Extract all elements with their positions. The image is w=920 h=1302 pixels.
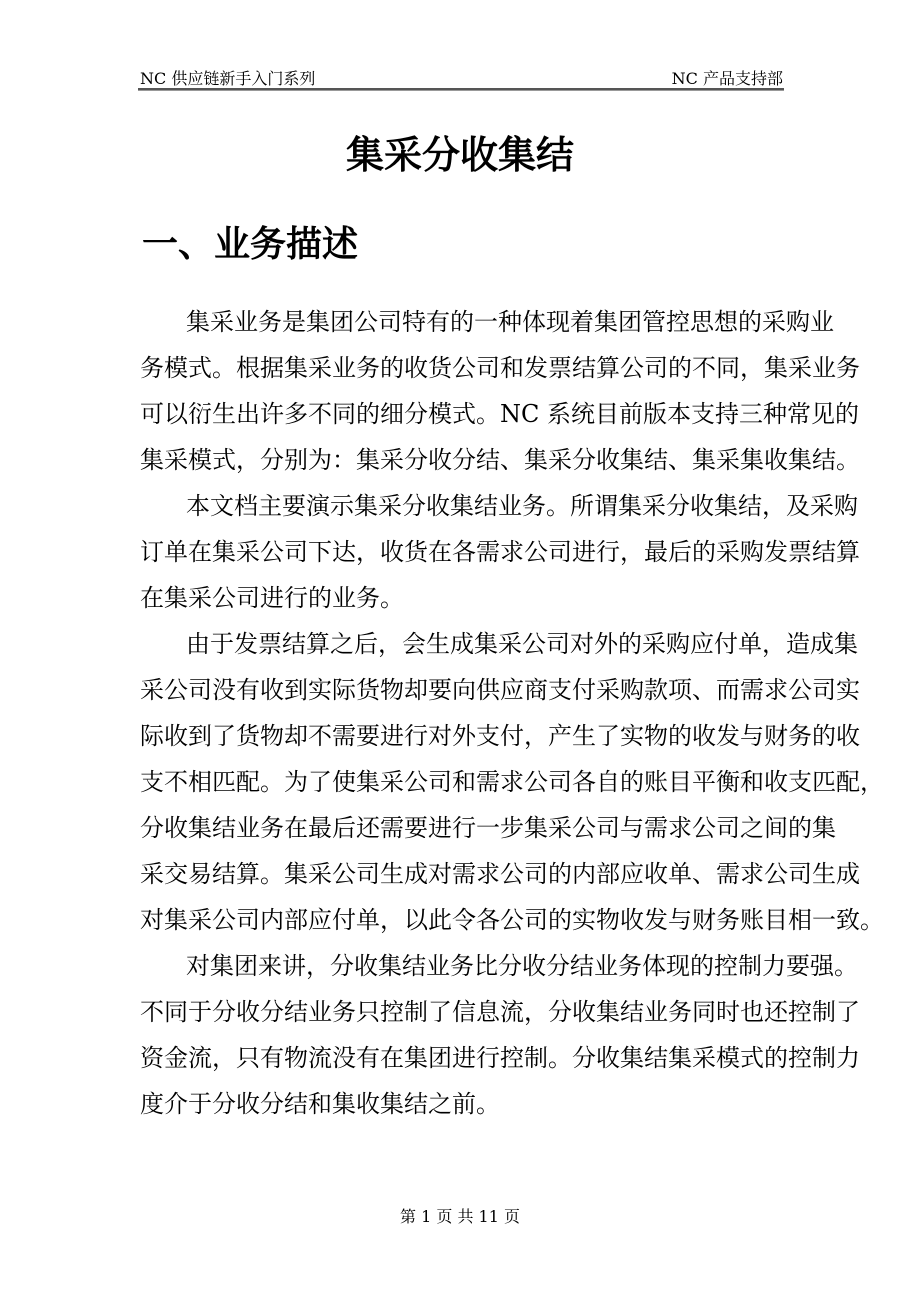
paragraph-line: 度介于分收分结和集收集结之前。 [140, 1090, 500, 1118]
paragraph-line: 支不相匹配。为了使集采公司和需求公司各自的账目平衡和收支匹配， [140, 768, 884, 796]
paragraph-line: 集采模式，分别为：集采分收分结、集采分收集结、集采集收集结。 [140, 446, 860, 474]
paragraph-line: 由于发票结算之后，会生成集采公司对外的采购应付单，造成集 [186, 630, 858, 658]
section-heading: 一、业务描述 [142, 224, 359, 265]
document-title: 集采分收集结 [345, 133, 574, 177]
document-body [140, 304, 884, 1132]
paragraph-line: 际收到了货物却不需要进行对外支付，产生了实物的收发与财务的收 [140, 722, 860, 750]
paragraph-line: 采公司没有收到实际货物却要向供应商支付采购款项、而需求公司实 [140, 676, 860, 704]
paragraph-line: 本文档主要演示集采分收集结业务。所谓集采分收集结，及采购 [186, 492, 858, 520]
paragraph-line: 务模式。根据集采业务的收货公司和发票结算公司的不同，集采业务 [140, 354, 860, 382]
paragraph-line: 订单在集采公司下达，收货在各需求公司进行，最后的采购发票结算 [140, 538, 860, 566]
header-rule [138, 88, 784, 91]
paragraph-line: 分收集结业务在最后还需要进行一步集采公司与需求公司之间的集 [140, 814, 836, 842]
paragraph-line: 集采业务是集团公司特有的一种体现着集团管控思想的采购业 [186, 308, 834, 336]
paragraph-line: 对集采公司内部应付单，以此令各公司的实物收发与财务账目相一致。 [140, 906, 884, 934]
page-header [140, 66, 783, 89]
paragraph-line: 不同于分收分结业务只控制了信息流，分收集结业务同时也还控制了 [140, 998, 860, 1026]
paragraph-line: 对集团来讲，分收集结业务比分收分结业务体现的控制力要强。 [186, 952, 858, 980]
paragraph-line: 资金流，只有物流没有在集团进行控制。分收集结集采模式的控制力 [140, 1044, 860, 1072]
header-right: NC 产品支持部 [671, 69, 783, 88]
paragraph-line: 采交易结算。集采公司生成对需求公司的内部应收单、需求公司生成 [140, 860, 860, 888]
paragraph-line: 可以衍生出许多不同的细分模式。NC 系统目前版本支持三种常见的 [140, 400, 859, 428]
paragraph-line: 在集采公司进行的业务。 [140, 584, 404, 612]
header-left: NC 供应链新手入门系列 [140, 69, 316, 88]
page-footer: 第 1 页 共 11 页 [400, 1207, 520, 1226]
